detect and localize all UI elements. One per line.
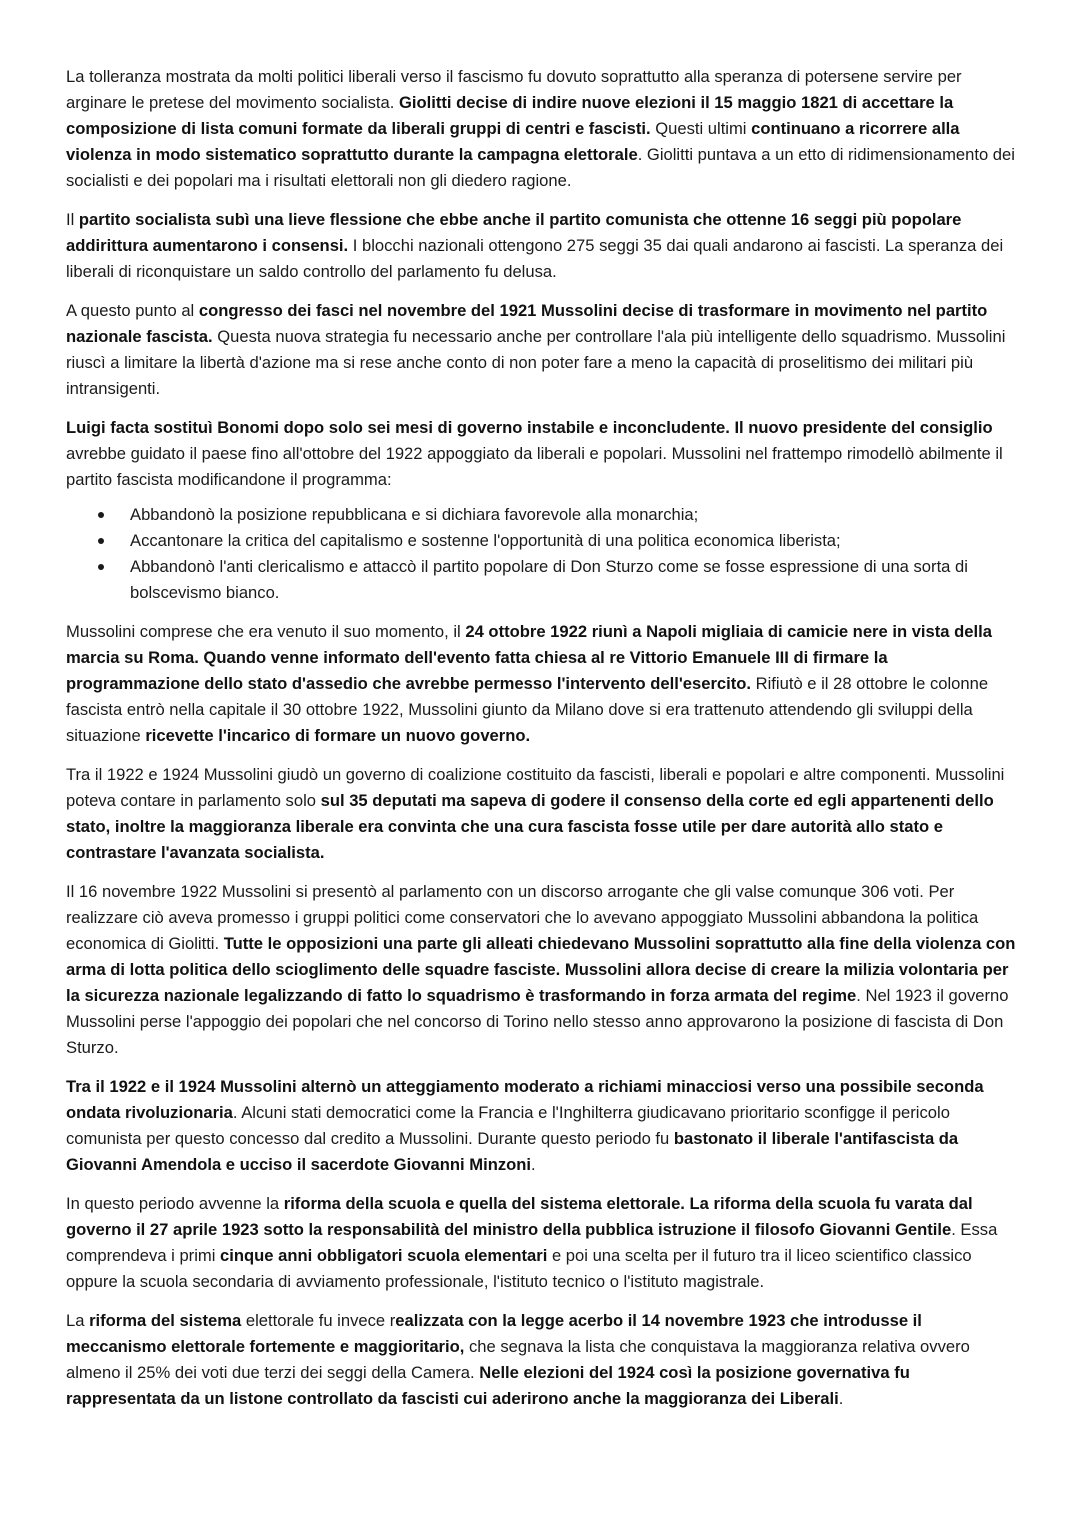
bold-text: riforma del sistema [89, 1311, 242, 1330]
bold-text: Nelle elezioni del 1924 così la posizione governativa fu rappresentata da un listone controllato da fascisti cui aderirono anche la maggioranza dei Liberali [66, 1363, 910, 1408]
text-run: Questi ultimi [650, 119, 752, 138]
list-item [130, 502, 1016, 528]
bold-text: ricevette l'incarico di formare un nuovo governo. [145, 726, 531, 745]
bold-text: Giolitti decise di indire nuove elezioni il 15 maggio 1821 di accettare la composizione di lista comuni formate da liberali gruppi di centri e fascisti. [66, 93, 954, 138]
list-item-text: Abbandonò l'anti clericalismo e attaccò il partito popolare di Don Sturzo come se fosse espressione di una sorta di bolscevismo bianco. [130, 557, 968, 602]
bold-text: bastonato il liberale l'antifascista da Giovanni Amendola e ucciso il sacerdote Giovanni Minzoni [66, 1129, 959, 1174]
paragraph [66, 1308, 1016, 1412]
bold-text: congresso dei fasci nel novembre del 1921 Mussolini decise di trasformare in movimento nel partito nazionale fascista. [66, 301, 988, 346]
paragraph [66, 762, 1016, 866]
text-run: I blocchi nazionali ottengono 275 seggi 35 dai quali andarono ai fascisti. La speranza dei liberali di riconquistare un saldo controllo del parlamento fu delusa. [66, 236, 1004, 281]
bold-text: partito socialista subì una lieve flessione che ebbe anche il partito comunista che ottenne 16 seggi più popolare addirittura aumentarono i consensi. [66, 210, 962, 255]
bold-text: ealizzata con la legge acerbo il 14 novembre 1923 che introdusse il meccanismo elettorale fortemente e maggioritario, [66, 1311, 922, 1356]
paragraph [66, 415, 1016, 493]
bold-text: Tra il 1922 e il 1924 Mussolini alternò un atteggiamento moderato a richiami minacciosi verso una possibile seconda ondata rivoluzionaria [66, 1077, 984, 1122]
bold-text: sul 35 deputati ma sapeva di godere il consenso della corte ed egli appartenenti dello stato, inoltre la maggioranza liberale era convinta che una cura fascista fosse utile per dare autorità allo stato e contrastare l'avanzata socialista. [66, 791, 994, 862]
text-run: che segnava la lista che conquistava la maggioranza relativa ovvero almeno il 25% dei voti due terzi dei seggi della Camera. [66, 1337, 970, 1382]
bullet-icon [98, 512, 104, 518]
bold-text: Luigi facta sostituì Bonomi dopo solo sei mesi di governo instabile e inconcludente. Il nuovo presidente del consiglio [66, 418, 993, 437]
text-run: . Nel 1923 il governo Mussolini perse l'appoggio dei popolari che nel concorso di Torino nello stesso anno approvarono la posizione di fascista di Don Sturzo. [66, 986, 1009, 1057]
bold-text: Tutte le opposizioni una parte gli alleati chiedevano Mussolini soprattutto alla fine della violenza con arma di lotta politica dello scioglimento delle squadre fasciste. Mussolini allora decise di creare la milizia volontaria per la sicurezza nazionale legalizzando di fatto lo squadrismo è trasformando in forza armata del regime [66, 934, 1016, 1005]
text-run: Questa nuova strategia fu necessario anche per controllare l'ala più intelligente dello squadrismo. Mussolini riuscì a limitare la libertà d'azione ma si rese anche conto di non poter fare a meno la capacità di proselitismo dei militari più intransigenti. [66, 327, 1006, 398]
list-item-text: Abbandonò la posizione repubblicana e si dichiara favorevole alla monarchia; [130, 505, 699, 524]
paragraph [66, 1191, 1016, 1295]
bold-text: cinque anni obbligatori scuola elementari [220, 1246, 548, 1265]
text-run: . [531, 1155, 536, 1174]
text-run: A questo punto al [66, 301, 199, 320]
text-run: La [66, 1311, 90, 1330]
list-item [130, 528, 1016, 554]
text-run: elettorale fu invece r [241, 1311, 396, 1330]
bullet-icon [98, 538, 104, 544]
list-item [130, 554, 1016, 606]
text-run: Il 16 novembre 1922 Mussolini si presentò al parlamento con un discorso arrogante che gli valse comunque 306 voti. Per realizzare ciò aveva promesso i gruppi politici come conservatori che lo avevano appoggiato Mussolini abbandona la politica economica di Giolitti. [66, 882, 979, 953]
paragraph [66, 619, 1016, 749]
body-text-before-list [66, 64, 1016, 493]
text-run: Il [66, 210, 79, 229]
text-run: Rifiutò e il 28 ottobre le colonne fascista entrò nella capitale il 30 ottobre 1922, Mussolini giunto da Milano dove si era trattenuto attendendo gli sviluppi della situazione [66, 674, 989, 745]
list-item-text: Accantonare la critica del capitalismo e sostenne l'opportunità di una politica economica liberista; [130, 531, 841, 550]
paragraph [66, 879, 1016, 1061]
text-run: . Alcuni stati democratici come la Francia e l'Inghilterra giudicavano prioritario sconfigge il pericolo comunista per questo concesso dal credito a Mussolini. Durante questo periodo fu [66, 1103, 950, 1148]
text-run: . Essa comprendeva i primi [66, 1220, 998, 1265]
body-text-after-list [66, 619, 1016, 1412]
bold-text: 24 ottobre 1922 riunì a Napoli migliaia di camicie nere in vista della marcia su Roma. Quando venne informato dell'evento fatta chiesa al re Vittorio Emanuele III di firmare la programmazione dello stato d'assedio che avrebbe permesso l'intervento dell'esercito. [66, 622, 992, 693]
text-run: La tolleranza mostrata da molti politici liberali verso il fascismo fu dovuto soprattutto alla speranza di potersene servire per arginare le pretese del movimento socialista. [66, 67, 962, 112]
text-run: Tra il 1922 e 1924 Mussolini giudò un governo di coalizione costituito da fascisti, liberali e popolari e altre componenti. Mussolini poteva contare in parlamento solo [66, 765, 1005, 810]
paragraph [66, 1074, 1016, 1178]
paragraph [66, 298, 1016, 402]
text-run: avrebbe guidato il paese fino all'ottobre del 1922 appoggiato da liberali e popolari. Mussolini nel frattempo rimodellò abilmente il partito fascista modificandone il programma: [66, 444, 1003, 489]
bullet-list [66, 502, 1016, 606]
text-run: . Giolitti puntava a un etto di ridimensionamento dei socialisti e dei popolari ma i risultati elettorali non gli diedero ragione. [66, 145, 1015, 190]
bullet-icon [98, 564, 104, 570]
bold-text: continuano a ricorrere alla violenza in modo sistematico soprattutto durante la campagna elettorale [66, 119, 960, 164]
text-run: Mussolini comprese che era venuto il suo momento, il [66, 622, 466, 641]
paragraph [66, 207, 1016, 285]
text-run: e poi una scelta per il futuro tra il liceo scientifico classico oppure la scuola secondaria di avviamento professionale, l'istituto tecnico o l'istituto magistrale. [66, 1246, 972, 1291]
paragraph [66, 64, 1016, 194]
text-run: . [838, 1389, 844, 1408]
text-run: In questo periodo avvenne la [66, 1194, 284, 1213]
bold-text: riforma della scuola e quella del sistema elettorale. La riforma della scuola fu varata dal governo il 27 aprile 1923 sotto la responsabilità del ministro della pubblica istruzione il filosofo Giovanni Gentile [66, 1194, 973, 1239]
